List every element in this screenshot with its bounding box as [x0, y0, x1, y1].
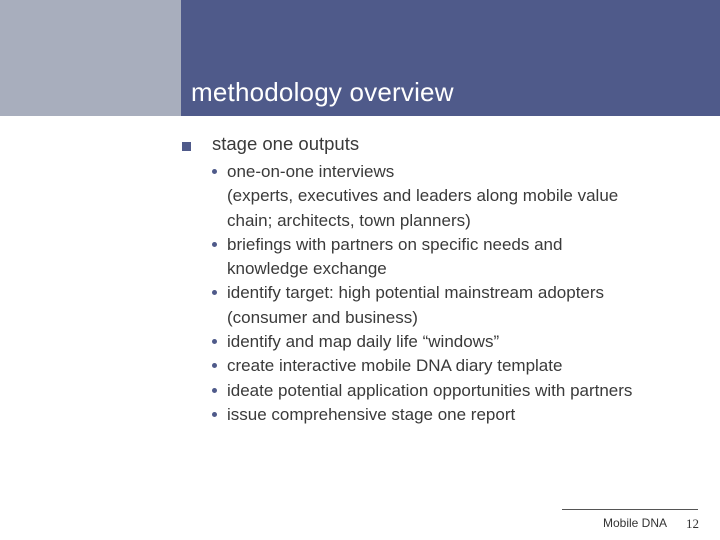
list-item-continuation: (consumer and business): [227, 307, 418, 327]
list-item-text: create interactive mobile DNA diary template: [227, 356, 563, 376]
list-item-text: identify target: high potential mainstream adopters: [227, 283, 605, 303]
list-item-text: issue comprehensive stage one report: [227, 404, 516, 424]
list-item-text: ideate potential application opportunities with partners: [227, 380, 633, 400]
list-item-continuation: chain; architects, town planners): [227, 210, 471, 230]
list-item-continuation: knowledge exchange: [227, 259, 387, 279]
list-item: [212, 403, 632, 427]
footer-divider: [562, 509, 698, 510]
footer-label: Mobile DNA: [603, 516, 668, 530]
bullet-dot-icon: [212, 412, 217, 417]
list-item: [212, 160, 632, 233]
list-item-text: briefings with partners on specific needs and: [227, 234, 563, 254]
page-number: 12: [686, 516, 699, 531]
list-item: [212, 233, 632, 282]
bullet-dot-icon: [212, 290, 217, 295]
list-item-text: one-on-one interviews: [227, 162, 395, 181]
square-bullet-icon: [182, 142, 191, 151]
list-item: [212, 379, 632, 403]
bullet-dot-icon: [212, 339, 217, 344]
outputs-list: [212, 160, 632, 427]
section-heading: stage one outputs: [212, 133, 360, 154]
slide-title: methodology overview: [191, 77, 454, 107]
list-item: [212, 281, 632, 330]
bullet-dot-icon: [212, 388, 217, 393]
bullet-dot-icon: [212, 169, 217, 174]
list-item-continuation: (experts, executives and leaders along mobile value: [227, 186, 619, 206]
list-item-text: identify and map daily life “windows”: [227, 332, 500, 352]
list-item: [212, 354, 632, 378]
list-item: [212, 330, 632, 354]
bullet-dot-icon: [212, 363, 217, 368]
header-left-panel: [0, 0, 181, 116]
bullet-dot-icon: [212, 242, 217, 247]
